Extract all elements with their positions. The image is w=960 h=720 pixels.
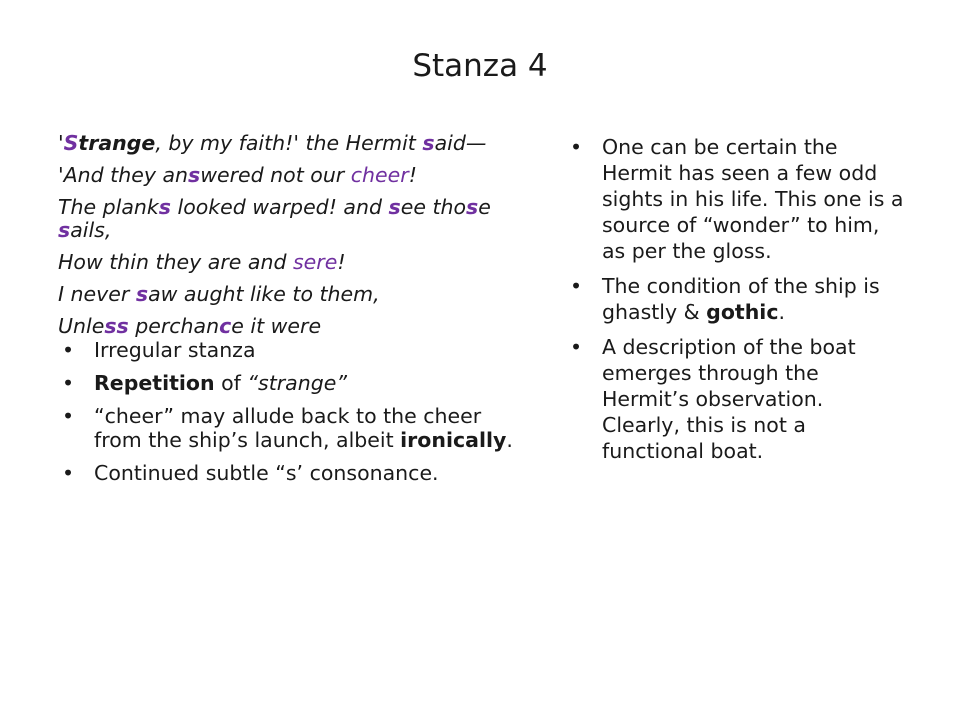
- text-run: gothic: [706, 300, 779, 324]
- text-run: .: [778, 300, 786, 324]
- text-run: S: [63, 131, 79, 155]
- slide-title: Stanza 4: [412, 48, 548, 84]
- text-run: A description of the boat emerges through the Hermit’s observation. Clearly, this is not a functional boat.: [602, 335, 856, 463]
- bullet-item: [566, 273, 906, 325]
- text-run: The plank: [58, 195, 159, 219]
- text-run: aid—: [434, 131, 487, 155]
- text-run: “cheer” may allude back to the cheer from the ship’s launch, albeit: [94, 404, 482, 452]
- poem-line: [58, 283, 528, 306]
- text-run: Repetition: [94, 371, 215, 395]
- text-run: ee tho: [400, 195, 467, 219]
- text-run: ails,: [70, 218, 112, 242]
- text-run: How thin they are and: [58, 250, 293, 274]
- text-run: of: [214, 371, 248, 395]
- text-run: s: [58, 218, 71, 242]
- bullet-item: [58, 338, 528, 362]
- text-run: The condition of the ship is ghastly &: [602, 274, 880, 324]
- text-run: One can be certain the Hermit has seen a few odd sights in his life. This one is a source of “wonder” to him, as per the gloss.: [602, 135, 904, 263]
- poem-line: [58, 196, 528, 242]
- text-run: trange: [78, 131, 156, 155]
- text-run: wered not our: [200, 163, 351, 187]
- text-run: s: [466, 195, 479, 219]
- right-column: [566, 134, 906, 473]
- analysis-bullets-left: [58, 338, 528, 485]
- text-run: cheer: [350, 163, 409, 187]
- text-run: .: [506, 428, 513, 452]
- text-run: s: [135, 282, 149, 306]
- text-run: , by my faith!' the Hermit: [155, 131, 423, 155]
- text-run: “strange”: [247, 371, 347, 395]
- poem-line: [58, 132, 528, 155]
- bullet-item: [566, 134, 906, 264]
- text-run: perchan: [128, 314, 220, 338]
- text-run: Unle: [58, 314, 105, 338]
- text-run: ironically: [400, 428, 507, 452]
- text-run: s: [422, 131, 435, 155]
- text-run: !: [408, 163, 417, 187]
- text-run: looked warped! and: [170, 195, 389, 219]
- bullet-item: [58, 404, 528, 452]
- analysis-bullets-right: [566, 134, 906, 464]
- text-run: sere: [292, 250, 338, 274]
- text-run: s: [188, 163, 201, 187]
- bullet-item: [566, 334, 906, 464]
- text-run: s: [158, 195, 171, 219]
- left-column: [58, 132, 528, 494]
- text-run: !: [337, 250, 346, 274]
- poem-line: [58, 251, 528, 274]
- poem-line: [58, 315, 528, 338]
- text-run: s: [388, 195, 401, 219]
- text-run: Continued subtle “s’ consonance.: [94, 461, 439, 485]
- bullet-item: [58, 461, 528, 485]
- poem-line: [58, 164, 528, 187]
- text-run: Irregular stanza: [94, 338, 256, 362]
- text-run: aw aught like to them,: [148, 282, 380, 306]
- bullet-item: [58, 371, 528, 395]
- text-run: e: [478, 195, 491, 219]
- text-run: e it were: [231, 314, 322, 338]
- text-run: c: [219, 314, 232, 338]
- text-run: I never: [58, 282, 136, 306]
- text-run: 'And they an: [58, 163, 189, 187]
- poem-excerpt: [58, 132, 528, 338]
- text-run: ': [58, 131, 64, 155]
- text-run: ss: [104, 314, 129, 338]
